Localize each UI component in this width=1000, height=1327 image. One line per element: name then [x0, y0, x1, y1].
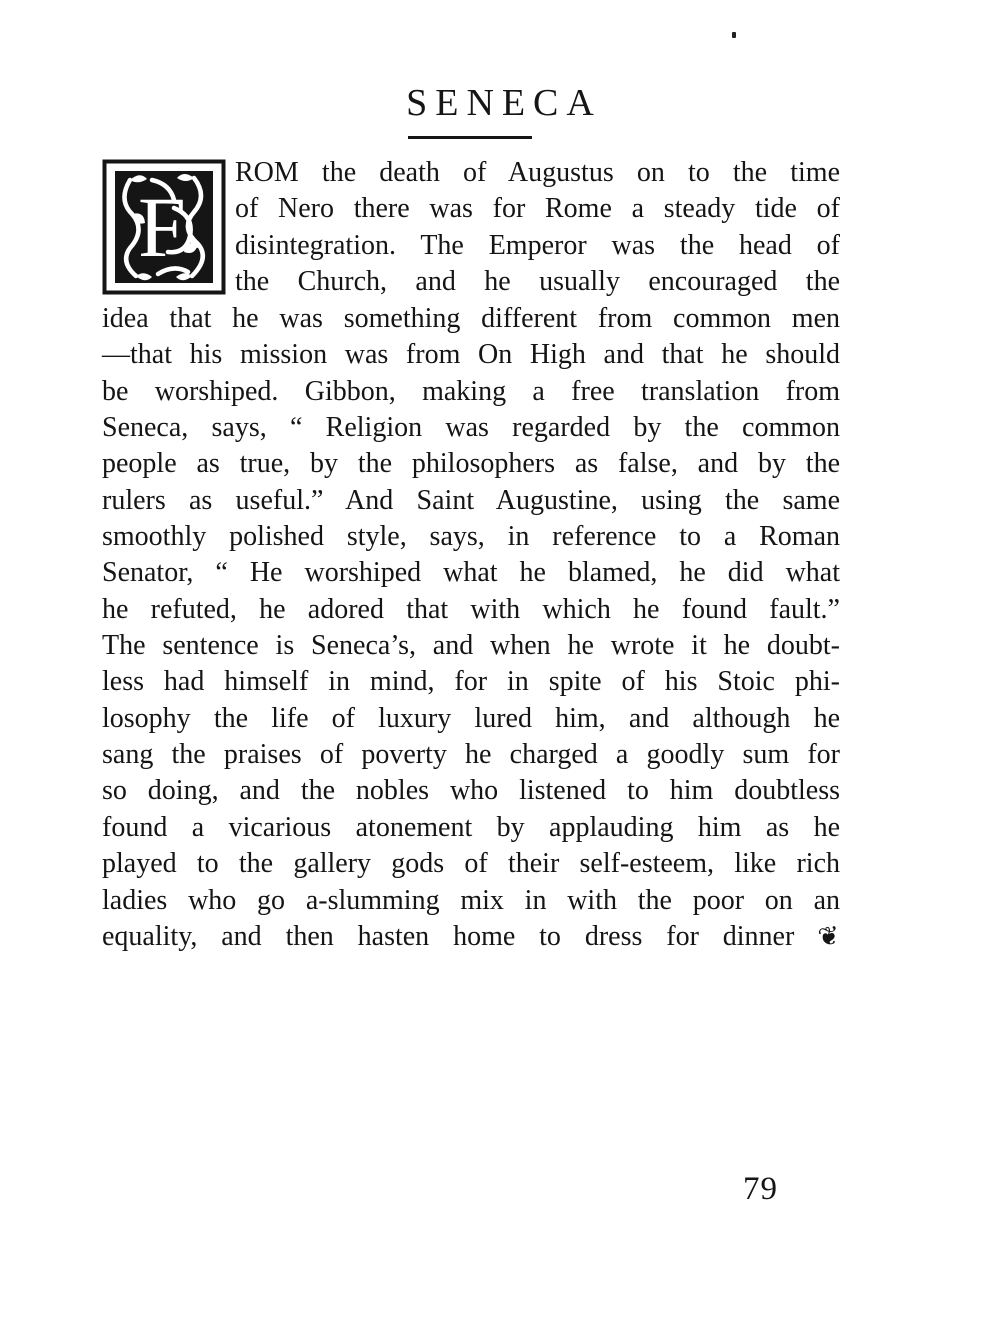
text-line: [102, 519, 840, 555]
text-line: [102, 410, 840, 446]
text-line: [235, 264, 840, 300]
text-line-content: he refuted, he adored that with which he found fault.”: [102, 593, 840, 625]
text-line: [235, 191, 840, 227]
text-line-content: ROM the death of Augustus on to the time: [235, 157, 840, 188]
text-line-content: Senator, “ He worshiped what he blamed, he did what: [102, 557, 840, 589]
text-line-content: played to the gallery gods of their self-esteem, like rich: [102, 848, 840, 880]
text-line-content: rulers as useful.” And Saint Augustine, using the same: [102, 484, 840, 516]
text-line-content: found a vicarious atonement by applauding him as he: [102, 811, 840, 843]
text-line-content: the Church, and he usually encouraged the: [235, 265, 840, 297]
text-line-content: sang the praises of poverty he charged a goodly sum for: [102, 739, 840, 771]
text-line: [235, 155, 840, 191]
text-line-content: so doing, and the nobles who listened to him doubtless: [102, 775, 840, 807]
text-line-content: losophy the life of luxury lured him, and although he: [102, 702, 840, 734]
page-number: 79: [743, 1171, 778, 1207]
text-line-content: ladies who go a-slumming mix in with the poor on an: [102, 884, 840, 916]
text-line: [102, 664, 840, 700]
text-line-content: be worshiped. Gibbon, making a free translation from: [102, 375, 840, 407]
text-line: [102, 737, 840, 773]
text-line: [102, 374, 840, 410]
text-line: [102, 446, 840, 482]
text-line-content: less had himself in mind, for in spite of his Stoic phi-: [102, 666, 840, 698]
text-line-content: equality, and then hasten home to dress for dinner: [102, 920, 795, 952]
text-line: [102, 301, 840, 337]
title-divider-rule: [408, 136, 532, 139]
text-line: [102, 773, 840, 809]
text-line-content: idea that he was something different from common men: [102, 303, 840, 334]
text-line-content: disintegration. The Emperor was the head of: [235, 229, 840, 261]
text-line: [235, 228, 840, 264]
page-title: SENECA: [406, 82, 602, 124]
text-line: [102, 846, 840, 882]
drop-cap-letter: F: [138, 179, 186, 275]
text-line-content: smoothly polished style, says, in reference to a Roman: [102, 521, 840, 553]
text-line: [102, 701, 840, 737]
text-line: [102, 628, 840, 664]
text-line: [102, 883, 840, 919]
opening-paragraph: [102, 158, 840, 300]
text-line: [102, 337, 840, 373]
text-line-content: —that his mission was from On High and that he should: [102, 339, 840, 371]
text-line-content: people as true, by the philosophers as false, and by the: [102, 448, 840, 480]
body-paragraph: [102, 301, 840, 955]
text-line: [102, 810, 840, 846]
text-line: [102, 555, 840, 591]
drop-cap-initial: [102, 158, 226, 296]
fleuron-ornament-icon: ❦: [816, 920, 842, 954]
text-line-content: Seneca, says, “ Religion was regarded by the common: [102, 412, 840, 444]
opening-lines: [235, 155, 840, 300]
text-line: [102, 919, 840, 955]
text-line: [102, 483, 840, 519]
scan-artifact-dot: [732, 32, 736, 38]
text-line: [102, 592, 840, 628]
text-line-content: The sentence is Seneca’s, and when he wrote it he doubt-: [102, 630, 840, 662]
text-line-content: of Nero there was for Rome a steady tide of: [235, 193, 840, 225]
